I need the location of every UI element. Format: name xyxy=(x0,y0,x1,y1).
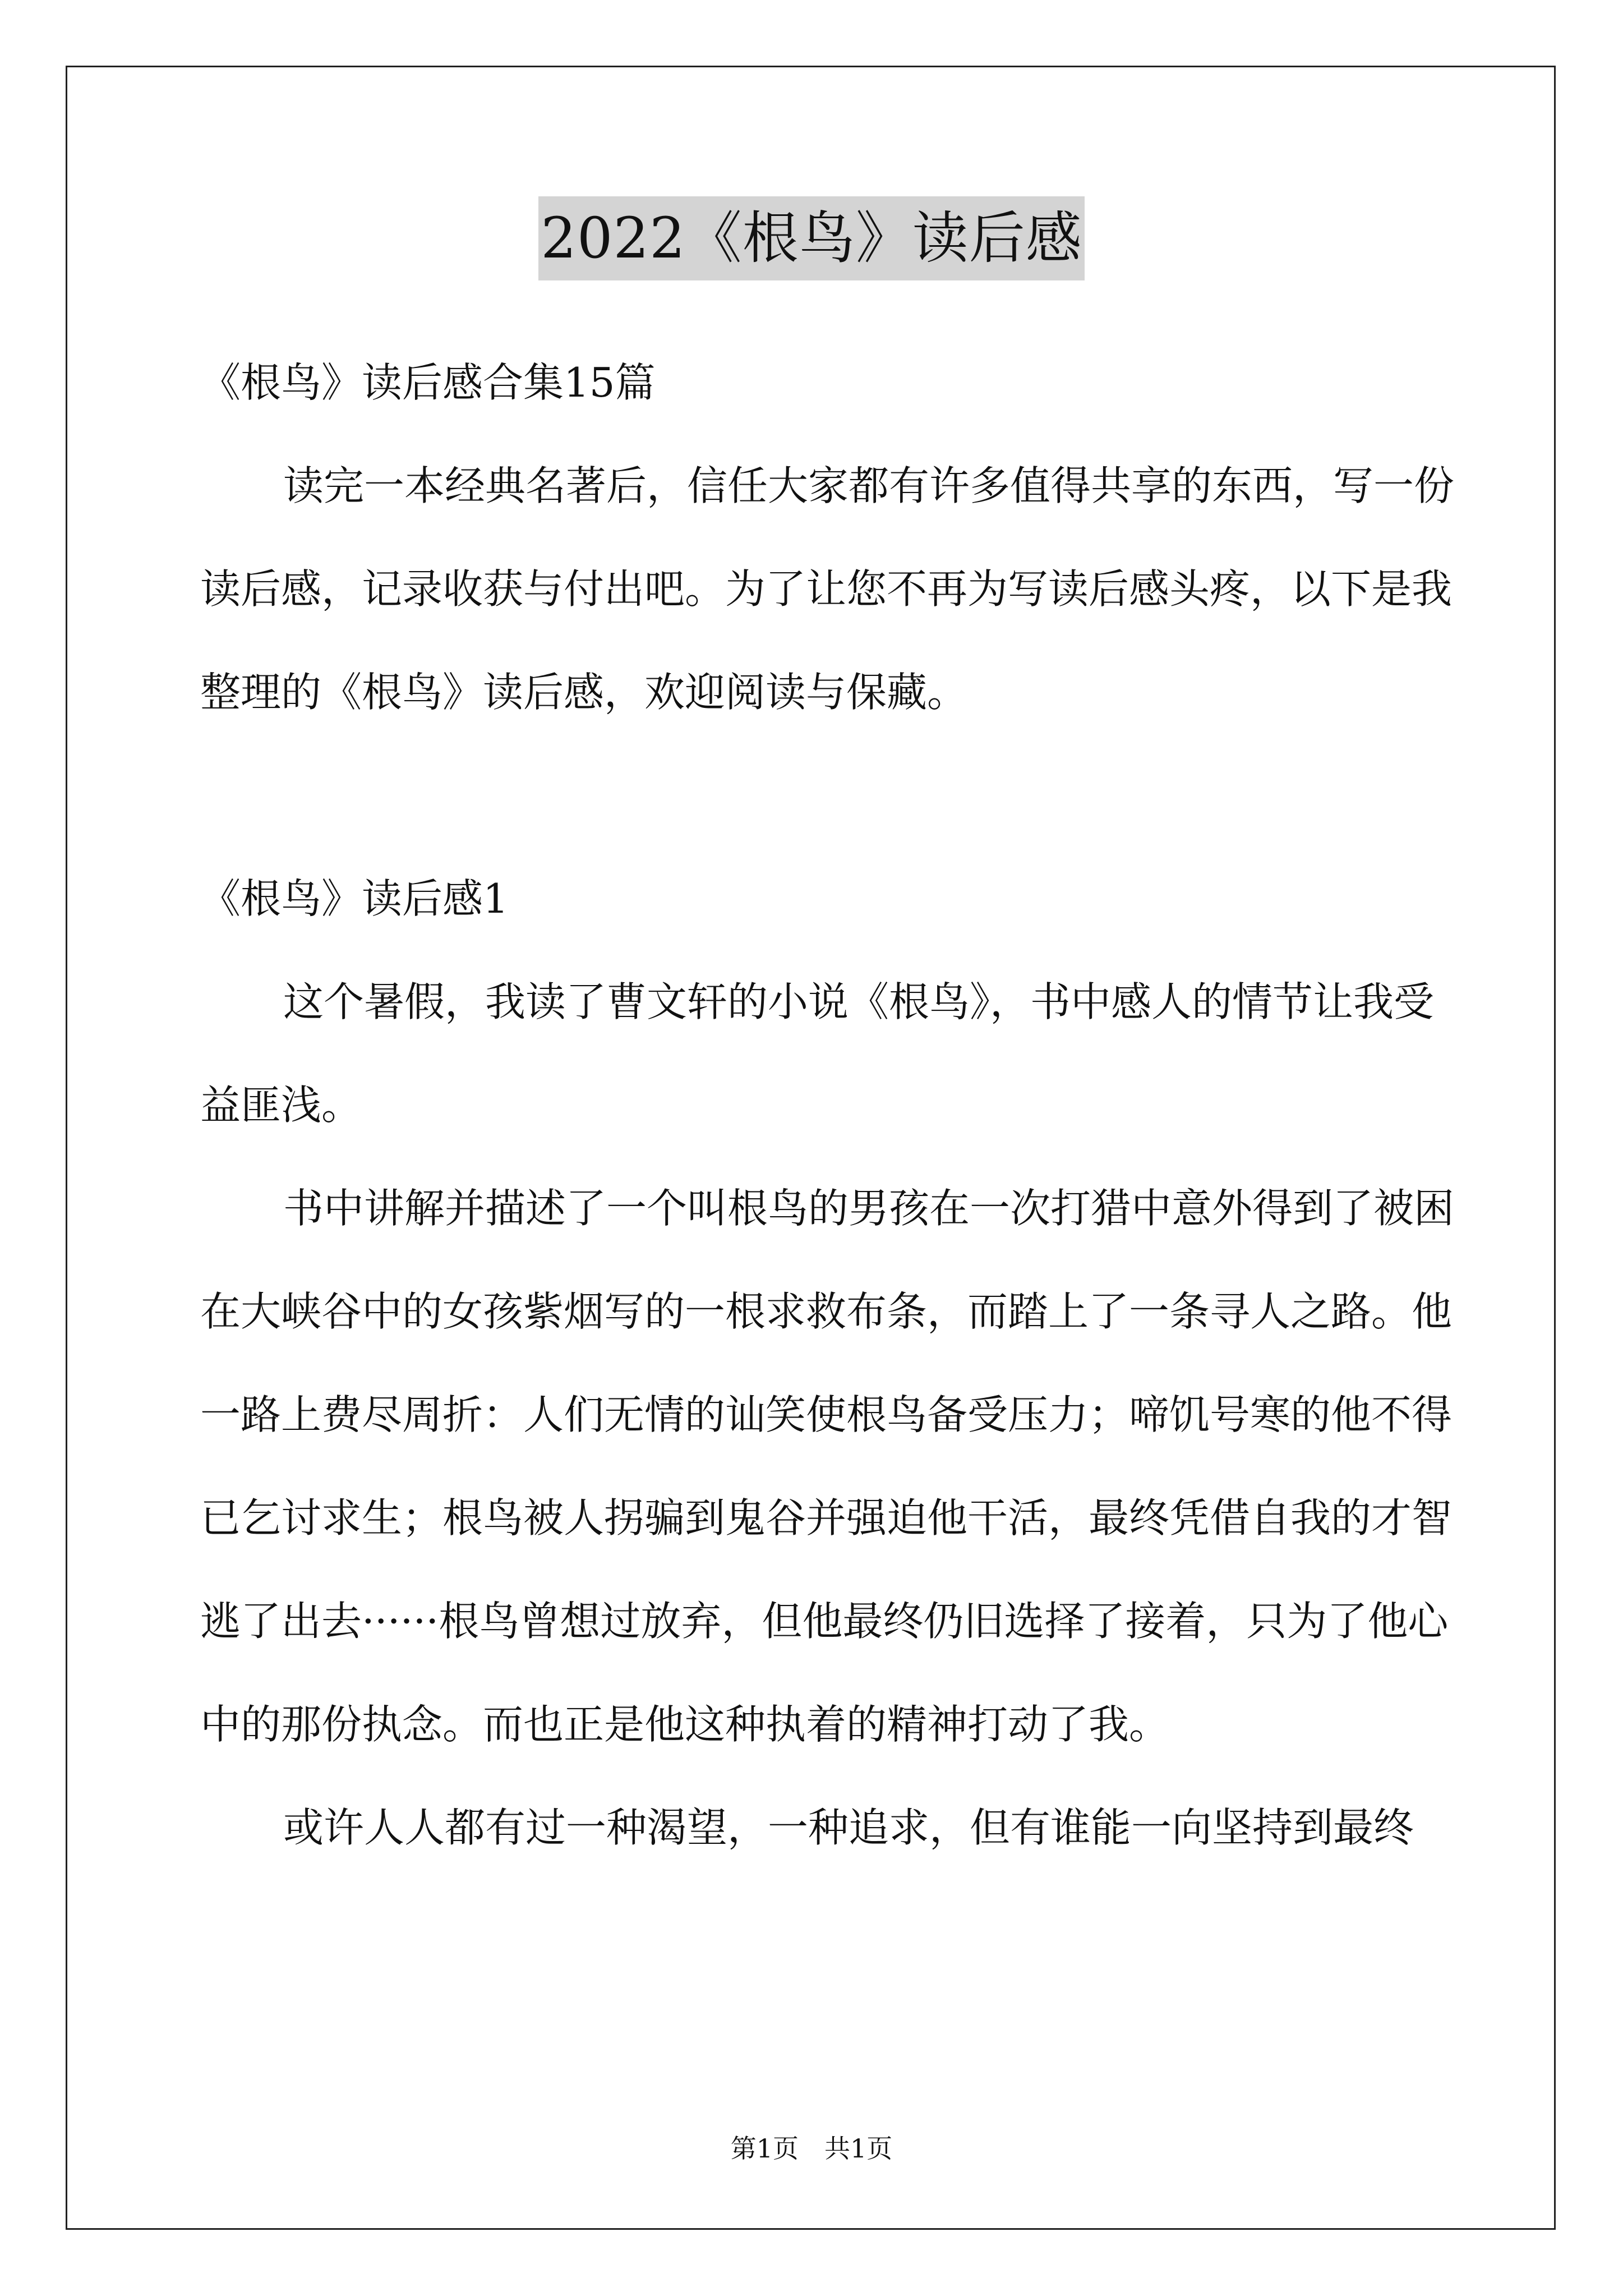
intro-paragraph: 读完一本经典名著后，信任大家都有许多值得共享的东西，写一份读后感，记录收获与付出吧。为了让您不再为写读后感头疼，以下是我整理的《根鸟》读后感，欢迎阅读与保藏。 xyxy=(200,462,1455,716)
document-title: 2022《根鸟》读后感 xyxy=(538,196,1085,280)
body-paragraph-2: 书中讲解并描述了一个叫根鸟的男孩在一次打猎中意外得到了被困在大峡谷中的女孩紫烟写的一根求救布条，而踏上了一条寻人之路。他一路上费尽周折：人们无情的讪笑使根鸟备受压力；啼饥号寒的他不得已乞讨求生；根鸟被人拐骗到鬼谷并强迫他干活，最终凭借自我的才智逃了出去······根鸟曾想过放弃，但他最终仍旧选择了接着，只为了他心中的那份执念。而也正是他这种执着的精神打动了我。 xyxy=(200,1185,1455,1748)
body-paragraph-3: 或许人人都有过一种渴望，一种追求，但有谁能一向坚持到最终 xyxy=(283,1804,1414,1851)
body-paragraph-1: 这个暑假，我读了曹文轩的小说《根鸟》，书中感人的情节让我受益匪浅。 xyxy=(200,978,1435,1129)
title-container xyxy=(0,196,1623,280)
document-body xyxy=(200,331,1456,1879)
page-footer: 第1页 共1页 xyxy=(730,2133,893,2164)
section-heading: 《根鸟》读后感1 xyxy=(200,875,509,922)
paragraph-gap xyxy=(200,744,1456,847)
subtitle: 《根鸟》读后感合集15篇 xyxy=(200,359,656,406)
